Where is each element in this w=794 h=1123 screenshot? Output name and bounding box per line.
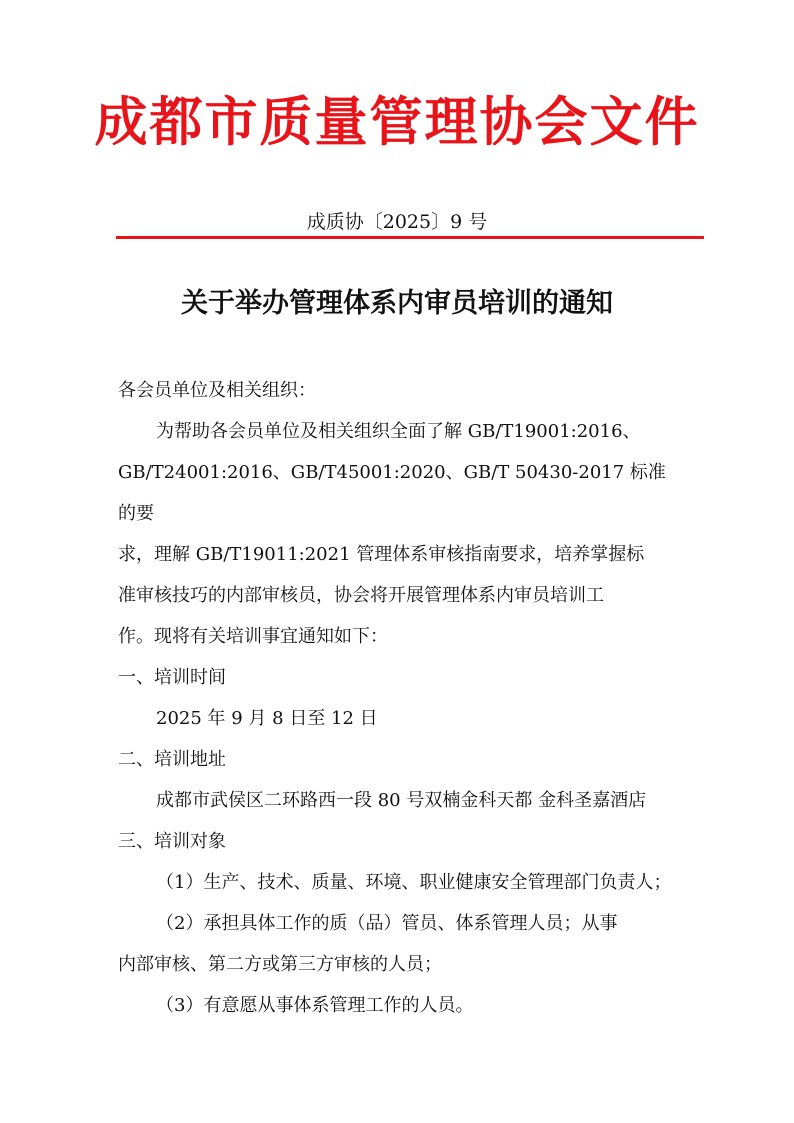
notice-title: 关于举办管理体系内审员培训的通知 [181,288,613,319]
target-item: （2）承担具体工作的质（品）管员、体系管理人员；从事 [156,913,618,934]
notice-body [118,370,680,1026]
intro-paragraph-line: 作。现将有关培训事宜通知如下： [118,626,388,647]
target-item-continuation: 内部审核、第二方或第三方审核的人员； [118,954,442,975]
section-heading-training-time: 一、培训时间 [118,667,226,688]
intro-paragraph-line: 求，理解 GB/T19011:2021 管理体系审核指南要求，培养掌握标 [118,544,645,565]
red-divider-line [116,236,704,239]
organization-header: 成都市质量管理协会文件 [94,91,700,153]
intro-paragraph-line: 为帮助各会员单位及相关组织全面了解 GB/T19001:2016、 [156,421,641,442]
training-time-text: 2025 年 9 月 8 日至 12 日 [156,708,378,729]
intro-paragraph-line: 准审核技巧的内部审核员，协会将开展管理体系内审员培训工 [118,585,604,606]
document-number: 成质协〔2025〕9 号 [306,211,488,233]
training-address-text: 成都市武侯区二环路西一段 80 号双楠金科天都 金科圣嘉酒店 [156,790,647,811]
intro-paragraph-line: GB/T24001:2016、GB/T45001:2020、GB/T 50430-2017 标准的要 [118,462,666,524]
section-heading-training-address: 二、培训地址 [118,749,226,770]
target-item: （3）有意愿从事体系管理工作的人员。 [156,995,474,1016]
section-heading-training-targets: 三、培训对象 [118,831,226,852]
salutation: 各会员单位及相关组织： [118,380,316,401]
target-item: （1）生产、技术、质量、环境、职业健康安全管理部门负责人； [156,872,672,893]
